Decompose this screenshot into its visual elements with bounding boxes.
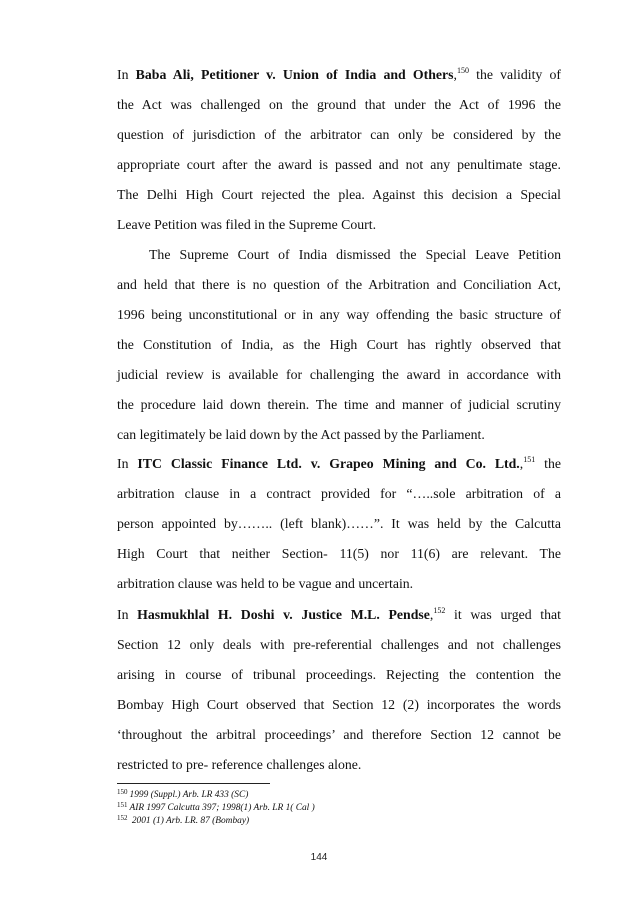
text-line: arbitration clause was held to be vague and uncertain. [117, 576, 414, 591]
footnote-text: AIR 1997 Calcutta 397; 1998(1) Arb. LR 1( Cal ) [129, 803, 315, 813]
footnote-number: 151 [117, 801, 128, 809]
text-line: restricted to pre- reference challenges alone. [117, 757, 362, 772]
text-line: 1996 being unconstitutional or in any way offending the basic structure of [117, 307, 561, 322]
case-name: ITC Classic Finance Ltd. v. Grapeo Mining and Co. Ltd. [137, 456, 520, 471]
paragraph-itc-classic [117, 449, 561, 599]
paragraph-hasmukhlal [117, 600, 561, 780]
text-line: Bombay High Court observed that Section 12 (2) incorporates the words [117, 697, 561, 712]
paragraph-baba-ali [117, 60, 561, 240]
text-line: Leave Petition was filed in the Supreme Court. [117, 217, 377, 232]
text-line: can legitimately be laid down by the Act passed by the Parliament. [117, 427, 485, 442]
text-line: High Court that neither Section- 11(5) nor 11(6) are relevant. The [117, 546, 561, 561]
text-line: the Act was challenged on the ground that under the Act of 1996 the [117, 97, 561, 112]
footnote-text: 2001 (1) Arb. LR. 87 (Bombay) [129, 816, 250, 826]
footnote [117, 799, 561, 812]
footnote-number: 152 [117, 814, 128, 822]
footnote-reference: 150 [456, 66, 469, 75]
text-line: Section 12 only deals with pre-referential challenges and not challenges [117, 637, 561, 652]
text-line: the Constitution of India, as the High Court has rightly observed that [117, 337, 561, 352]
text-line: arbitration clause in a contract provided for “…..sole arbitration of a [117, 486, 561, 501]
text-line: question of jurisdiction of the arbitrator can only be considered by the [117, 127, 561, 142]
text-line: appropriate court after the award is passed and not any penultimate stage. [117, 157, 561, 172]
footnote [117, 812, 561, 825]
text-line: judicial review is available for challenging the award in accordance with [117, 367, 561, 382]
case-name: Baba Ali, Petitioner v. Union of India and Others [135, 67, 454, 82]
footnote-text: 1999 (Suppl.) Arb. LR 433 (SC) [129, 790, 249, 800]
text-line: The Supreme Court of India dismissed the Special Leave Petition [149, 247, 561, 262]
footnote-number: 150 [117, 788, 128, 796]
footnote-reference: 151 [523, 455, 536, 464]
text-line: The Delhi High Court rejected the plea. Against this decision a Special [117, 187, 561, 202]
footnote [117, 786, 561, 799]
text-line: In ITC Classic Finance Ltd. v. Grapeo Mining and Co. Ltd.,$^{151}$ the [117, 455, 561, 471]
text-line: person appointed by…….. (left blank)……”. It was held by the Calcutta [117, 516, 561, 531]
text-line: and held that there is no question of the Arbitration and Conciliation Act, [117, 277, 561, 292]
page-number: 144 [310, 852, 328, 863]
footnotes [117, 786, 561, 825]
text-line: arising in course of tribunal proceedings. Rejecting the contention the [117, 667, 561, 682]
text-line: In Hasmukhlal H. Doshi v. Justice M.L. Pendse,$^{152}$ it was urged that [117, 606, 561, 622]
paragraph-supreme-court [117, 240, 561, 450]
case-name: Hasmukhlal H. Doshi v. Justice M.L. Pendse [137, 607, 430, 622]
text-line: In Baba Ali, Petitioner v. Union of India and Others,$^{150}$ the validity of [117, 66, 561, 82]
footnote-separator [117, 783, 270, 784]
text-line: the procedure laid down therein. The time and manner of judicial scrutiny [117, 397, 561, 412]
text-line: ‘throughout the arbitral proceedings’ and therefore Section 12 cannot be [117, 727, 561, 742]
footnote-reference: 152 [433, 606, 446, 615]
